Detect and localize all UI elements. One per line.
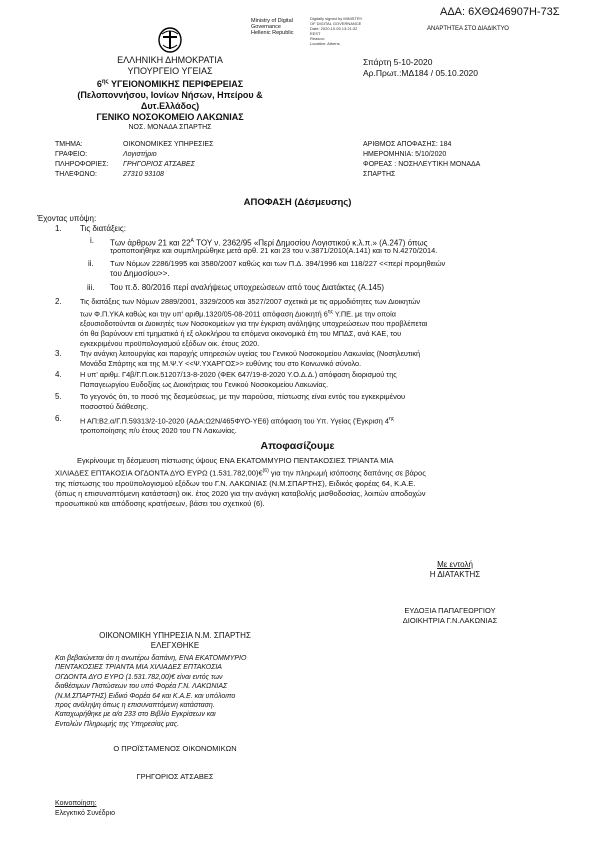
- region-areas-line: (Πελοποννήσου, Ιονίων Νήσων, Ηπείρου &: [77, 90, 263, 100]
- item-text-block: [80, 392, 405, 412]
- sub-item-text-part: ΤΟΥ ν. 2362/95 «Περί Δημοσίου Λογιστικού κ.λ.π.» (Α.247) όπως: [193, 238, 428, 248]
- sub-item-text: του Δημοσίου>>.: [110, 269, 170, 278]
- decision-body: ΣΠΑΡΤΗΣ: [363, 171, 396, 178]
- info-row: [55, 170, 213, 180]
- header-right: [363, 57, 478, 79]
- decision-date: ΗΜΕΡΟΜΗΝΙΑ: 5/10/2020: [363, 151, 447, 158]
- unit-name: ΝΟΣ. ΜΟΝΑΔΑ ΣΠΑΡΤΗΣ: [128, 124, 212, 131]
- item-text-block: [80, 370, 397, 390]
- item-line: τροποποίησης π/υ έτους 2020 του ΓΝ Λακωνίας.: [80, 426, 237, 436]
- info-value: 27310 93108: [123, 171, 164, 178]
- item-line-part: των Φ.Π.ΥΚΑ καθώς και την υπ' αριθμ.1320/05-08-2011 απόφαση Διοικητή 6: [80, 309, 328, 319]
- sub-item-text: Του π.δ. 80/2016 περί αναλήψεως υποχρεώσεων από τους Διατάκτες (Α.145): [110, 283, 385, 292]
- director-title: ΔΙΟΙΚΗΤΡΙΑ Γ.Ν.ΛΑΚΩΝΙΑΣ: [402, 616, 498, 625]
- ada-code: ΑΔΑ: 6ΧΘΩ46907Η-73Σ: [440, 6, 560, 18]
- place-date: Σπάρτη 5-10-2020: [363, 57, 433, 67]
- item-line: Μονάδα Σπάρτης και της Μ.Ψ.Υ <<Ψ.ΥΧΑΡΓΟΣ>> ευθύνης του στο Κοινωνικό σύνολο.: [80, 359, 362, 368]
- item-number: 5.: [55, 392, 62, 401]
- info-row: [55, 160, 213, 170]
- item-number: 6.: [55, 414, 62, 423]
- republic-name: ΕΛΛΗΝΙΚΗ ΔΗΜΟΚΡΑΤΙΑ: [117, 55, 223, 65]
- info-key: ΠΛΗΡΟΦΟΡΙΕΣ:: [55, 161, 109, 168]
- finance-certification: [55, 654, 285, 729]
- order-role: Η ΔΙΑΤΑΚΤΗΣ: [429, 570, 481, 579]
- signature-detail-line: Digitally signed by MINISTRY: [310, 16, 363, 21]
- region-number: 6: [96, 79, 102, 89]
- signature-ministry-line: Ministry of Digital: [251, 18, 293, 24]
- hospital-name: ΓΕΝΙΚΟ ΝΟΣΟΚΟΜΕΙΟ ΛΑΚΩΝΙΑΣ: [96, 112, 244, 122]
- finance-signatory: [70, 772, 280, 782]
- signature-detail-line: Date: 2020.10.05 13:21:32: [310, 26, 358, 31]
- sup-mark: (6): [262, 468, 269, 474]
- header-left: [40, 55, 300, 132]
- info-key: ΓΡΑΦΕΙΟ:: [55, 151, 88, 158]
- item-text-block: [80, 349, 420, 369]
- sup-mark: ης: [327, 309, 333, 315]
- item-line: Την ανάγκη λειτουργίας και παροχής υπηρεσιών υγείας του Γενικού Νοσοκομείου Λακωνίας (Νοσηλευτική: [80, 349, 421, 358]
- region-name: ΥΓΕΙΟΝΟΜΙΚΗΣ ΠΕΡΙΦΕΡΕΙΑΣ: [108, 79, 244, 89]
- signature-detail-line: Reason:: [310, 36, 325, 41]
- sub-item-number: ii.: [88, 259, 94, 268]
- item-line: [80, 414, 394, 426]
- page-title: ΑΠΟΦΑΣΗ (Δέσμευσης): [243, 197, 352, 208]
- item-text-block: [80, 414, 394, 436]
- region-areas-line: Δυτ.Ελλάδος): [140, 101, 200, 111]
- item-text-block: [80, 297, 540, 349]
- posted-online-label: ΑΝΑΡΤΗΤΕΑ ΣΤΟ ΔΙΑΔΙΚΤΥΟ: [427, 26, 509, 32]
- item-line: Το γεγονός ότι, το ποσό της δεσμεύσεως, με την παρούσα, πίστωσης είναι εντός του εγκεκριμένου: [80, 392, 406, 401]
- item-number: 2.: [55, 297, 62, 306]
- info-value: Λογιστήριο: [123, 151, 157, 158]
- distribution: [55, 799, 115, 819]
- checked-label: ΕΛΕΓΧΘΗΚΕ: [150, 641, 200, 650]
- sub-item-text-part: Των άρθρων 21 και 22: [110, 238, 191, 248]
- info-key: ΤΜΗΜΑ:: [55, 141, 83, 148]
- signature-detail-line: Location: Athens: [310, 41, 340, 46]
- signature-ministry-line: Hellenic Republic: [251, 30, 294, 36]
- certification-line: ΠΕΝΤΑΚΟΣΙΕΣ ΤΡΙΑΝΤΑ ΜΙΑ ΧΙΛΙΑΔΕΣ ΕΠΤΑΚΟΣΙΑ: [55, 664, 222, 672]
- sup-mark: ης: [388, 416, 395, 422]
- item-line: ποσοστού διάθεσης.: [80, 402, 149, 411]
- finance-service-header: [70, 631, 280, 651]
- ministry-name: ΥΠΟΥΡΓΕΙΟ ΥΓΕΙΑΣ: [127, 66, 213, 76]
- decision-info: [363, 140, 535, 180]
- item-line: Παπαγεωργίου Ευδοξίας ως Διοικήτριας του Γενικού Νοσοκομείου Λακωνίας.: [80, 380, 329, 389]
- item-line: ότι θα βαρύνουν επί τμηματικά ή εξ ολοκλήρου τα επόμενα οικονομικά έτη του ΜΠΔΣ, ανά ΚΑΕ, του: [80, 329, 402, 339]
- protocol-number: Αρ.Πρωτ.:ΜΔ184 / 05.10.2020: [363, 68, 479, 78]
- decision-line: [55, 466, 545, 479]
- sub-item-text: Των Νόμων 2286/1995 και 3580/2007 καθώς και των Π.Δ. 394/1996 και 118/227 <<περί προμηθειών: [110, 259, 446, 268]
- health-region-title: [40, 77, 300, 90]
- item-number: 3.: [55, 349, 62, 358]
- certification-line: Καταχωρήθηκε με α/α 233 στο Βιβλίο Εγκρίσεων και: [55, 711, 216, 719]
- intro-text: Έχοντας υπόψη:: [37, 214, 97, 223]
- decision-body-text: [55, 456, 545, 509]
- digital-signature-block: [251, 18, 294, 36]
- info-value: ΟΙΚΟΝΟΜΙΚΕΣ ΥΠΗΡΕΣΙΕΣ: [123, 141, 214, 148]
- finance-service-title: ΟΙΚΟΝΟΜΙΚΗ ΥΠΗΡΕΣΙΑ Ν.Μ. ΣΠΑΡΤΗΣ: [99, 631, 251, 640]
- signature-details: [310, 16, 362, 46]
- director-signatory: [365, 606, 535, 626]
- decision-line: Εγκρίνουμε τη δέσμευση πίστωσης ύψους ΕΝΑ ΕΚΑΤΟΜΜΥΡΙΟ ΠΕΝΤΑΚΟΣΙΕΣ ΤΡΙΑΝΤΑ ΜΙΑ: [77, 456, 394, 465]
- item-text: Τις διατάξεις:: [80, 224, 126, 233]
- item-line: [80, 307, 540, 319]
- sub-item-text: τροποποιήθηκε και συμπληρώθηκε μετά αρθ. 21 και 23 του ν.3871/2010(Α.141) και το Ν.4270/2014.: [110, 246, 438, 255]
- distribution-item: Ελεγκτικό Συνέδριο: [55, 810, 115, 817]
- decision-body: ΦΟΡΕΑΣ : ΝΟΣΗΛΕΥΤΙΚΗ ΜΟΝΑΔΑ: [363, 161, 481, 168]
- info-row: [55, 150, 213, 160]
- certification-line: Εντολών Πληρωμής της Υπηρεσίας μας.: [55, 720, 180, 728]
- item-line: εγκεκριμένου προϋπολογισμού εξόδων οικ. έτους 2020.: [80, 339, 260, 349]
- signature-ministry-line: Governance: [251, 24, 281, 30]
- item-line: Τις διατάξεις των Νόμων 2889/2001, 3329/2005 και 3527/2007 σχετικά με τις αρμοδιότητες των Διοικητών: [80, 297, 421, 306]
- decision-line-part: ΧΙΛΙΑΔΕΣ ΕΠΤΑΚΟΣΙΑ ΟΓΔΟΝΤΑ ΔΥΟ ΕΥΡΩ (1.531.782,00)€: [55, 468, 263, 478]
- sup-mark: A: [190, 238, 194, 244]
- sub-item-number: i.: [90, 236, 94, 245]
- contact-info: [55, 140, 213, 180]
- decision-line: προσωπικού και απόδοσης κρατήσεων, βάσει του σχετικού (6).: [55, 498, 265, 508]
- item-line: εξουσιοδοτούνται οι Διοικητές των Νοσοκομείων για την έγκριση ανάληψης υποχρεώσεων που προβλέπεται: [80, 319, 428, 329]
- order-label: Με εντολή: [437, 560, 473, 569]
- signature-detail-line: EEST: [310, 31, 321, 36]
- order-signatory: [395, 560, 515, 580]
- certification-line: ΟΓΔΟΝΤΑ ΔΥΟ ΕΥΡΩ (1.531.782,00)€ είναι εντός των: [55, 673, 223, 681]
- head-of-finance: [70, 744, 280, 754]
- certification-line: διαθέσιμων Πιστώσεων του υπό Φορέα Γ.Ν. ΛΑΚΩΝΙΑΣ: [55, 683, 228, 691]
- decision-line: (όπως η επισυναπτόμενη κατάσταση) οικ. έτος 2020 για την ανάγκη καταβολής μισθοδοσίας, λοιπών αποδοχών: [55, 488, 426, 498]
- certification-line: προς ανάληψη όπως η επισυναπτόμενη κατάσταση.: [55, 702, 215, 710]
- distribution-label: Κοινοποίηση:: [55, 800, 97, 807]
- certification-line: (Ν.Μ.ΣΠΑΡΤΗΣ) Ειδικό Φορέα 64 και Κ.Α.Ε. και υπόλοιπο: [55, 692, 236, 700]
- item-number: 4.: [55, 370, 62, 379]
- director-name: ΕΥΔΟΞΙΑ ΠΑΠΑΓΕΩΡΓΙΟΥ: [404, 606, 496, 615]
- region-ordinal: ης: [101, 79, 109, 85]
- sub-item-number: iii.: [87, 283, 95, 292]
- hellenic-republic-emblem-icon: [158, 27, 182, 53]
- decision-heading: Αποφασίζουμε: [260, 440, 335, 452]
- info-key: ΤΗΛΕΦΩΝΟ:: [55, 171, 97, 178]
- decision-line: της πίστωσης του προϋπολογισμού εξόδων του Γ.Ν. ΛΑΚΩΝΙΑΣ (Ν.Μ.ΣΠΑΡΤΗΣ), Ειδικός φορέας 64, Κ.Α.Ε.: [55, 478, 416, 488]
- item-line-part: Υ.ΠΕ. με την οποία: [333, 309, 396, 319]
- item-number: 1.: [55, 224, 62, 233]
- decision-number: ΑΡΙΘΜΟΣ ΑΠΟΦΑΣΗΣ: 184: [363, 141, 452, 148]
- item-line: Η υπ' αριθμ. Γ4β/Γ.Π.οικ.51207/13-8-2020 (ΦΕΚ 647/19-8-2020 Υ.Ο.Δ.Δ.) απόφαση διορισμού της: [80, 370, 397, 379]
- head-of-finance-title: Ο ΠΡΟΪΣΤΑΜΕΝΟΣ ΟΙΚΟΝΟΜΙΚΩΝ: [113, 744, 237, 753]
- certification-line: Και βεβαιώνεται ότι η ανωτέρω δαπάνη, ΕΝΑ ΕΚΑΤΟΜΜΥΡΙΟ: [55, 655, 247, 662]
- info-row: [55, 140, 213, 150]
- signature-detail-line: OF DIGITAL GOVERNANCE: [310, 21, 362, 26]
- decision-line-part: για την πληρωμή ισόποσης δαπάνης σε βάρος: [268, 468, 426, 478]
- item-line-part: Η ΑΠ:Β2.α/Γ.Π.59313/2-10-2020 (ΑΔΑ:Ω2Ν/465ΦΥΟ-ΥΕ6) απόφαση του Υπ. Υγείας (Έγκριση 4: [80, 416, 389, 426]
- finance-signatory-name: ΓΡΗΓΟΡΙΟΣ ΑΤΣΑΒΕΣ: [136, 772, 214, 781]
- info-value: ΓΡΗΓΟΡΙΟΣ ΑΤΣΑΒΕΣ: [123, 161, 195, 168]
